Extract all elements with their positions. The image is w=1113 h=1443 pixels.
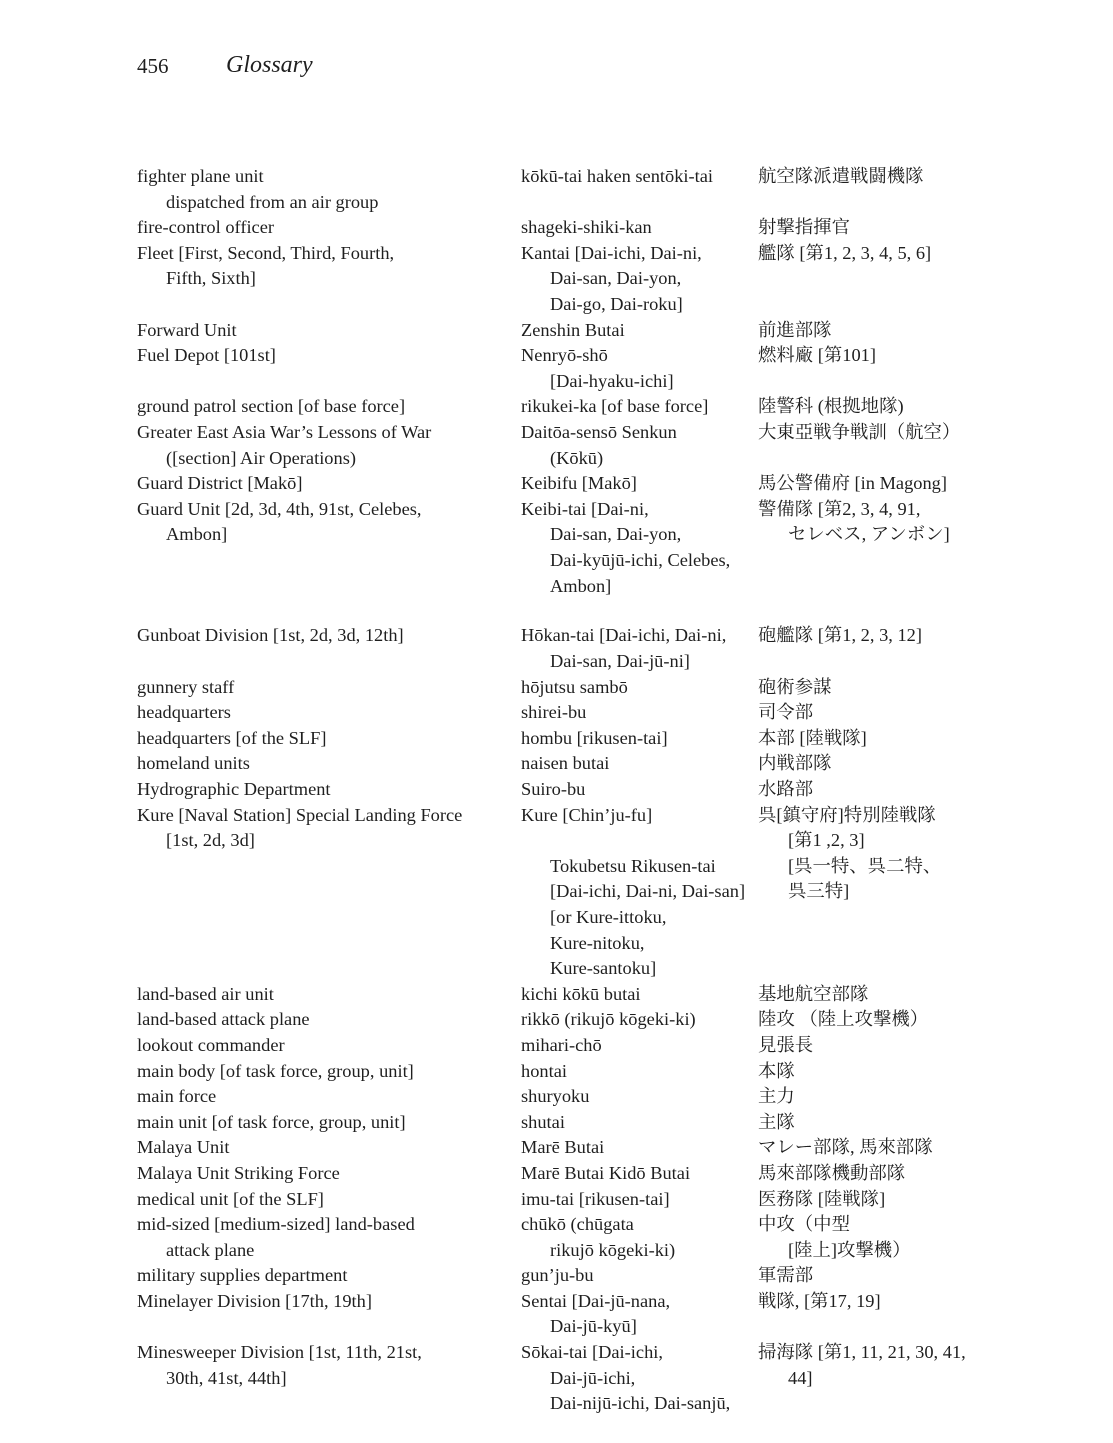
english-term-line: Hydrographic Department xyxy=(137,778,331,799)
glossary-entry xyxy=(137,1135,987,1161)
japanese-term-line: 見張長 xyxy=(758,1034,814,1055)
japanese-term-line: 艦隊 [第1, 2, 3, 4, 5, 6] xyxy=(758,242,932,263)
english-term xyxy=(137,215,507,241)
japanese-term-line: 射撃指揮官 xyxy=(758,217,850,238)
romanized-term-line: Keibi-tai [Dai-ni, xyxy=(521,498,649,519)
english-term xyxy=(137,1289,507,1315)
japanese-term-line: 陸攻 （陸上攻撃機） xyxy=(758,1009,929,1030)
romanized-term-line: Kantai [Dai-ichi, Dai-ni, xyxy=(521,242,702,263)
english-term xyxy=(137,241,507,292)
romanized-term xyxy=(521,1161,757,1187)
glossary-entry xyxy=(137,982,987,1008)
japanese-term xyxy=(758,1059,987,1085)
glossary-entry xyxy=(137,318,987,344)
english-term-line: gunnery staff xyxy=(137,676,235,697)
japanese-term-line: 馬公警備府 [in Magong] xyxy=(758,473,947,494)
romanized-term-line: chūkō (chūgata xyxy=(521,1214,634,1235)
japanese-term-line: 前進部隊 xyxy=(758,319,832,340)
japanese-term-line: [第1 ,2, 3] xyxy=(788,830,865,851)
romanized-term-line: imu-tai [rikusen-tai] xyxy=(521,1188,670,1209)
english-term xyxy=(137,1033,507,1059)
japanese-term-line: 掃海隊 [第1, 11, 21, 30, 41, xyxy=(758,1342,966,1363)
japanese-term xyxy=(758,1110,987,1136)
english-term xyxy=(137,1007,507,1033)
japanese-term-line: 内戦部隊 xyxy=(758,753,832,774)
japanese-term-line: 医務隊 [陸戦隊] xyxy=(758,1188,886,1209)
romanized-term-line: Dai-san, Dai-jū-ni] xyxy=(550,651,690,672)
romanized-term xyxy=(521,982,757,1008)
japanese-term-line: 本部 [陸戦隊] xyxy=(758,727,867,748)
romanized-term-line: Sentai [Dai-jū-nana, xyxy=(521,1290,671,1311)
romanized-term-line: Daitōa-sensō Senkun xyxy=(521,421,677,442)
japanese-term xyxy=(758,1187,987,1213)
glossary-entry xyxy=(137,777,987,803)
romanized-term xyxy=(521,1263,757,1289)
romanized-term xyxy=(521,751,757,777)
romanized-term-line: Zenshin Butai xyxy=(521,319,625,340)
romanized-term-line: Hōkan-tai [Dai-ichi, Dai-ni, xyxy=(521,625,727,646)
english-term xyxy=(137,982,507,1008)
english-term-line: medical unit [of the SLF] xyxy=(137,1188,324,1209)
romanized-term-line: Kure-santoku] xyxy=(550,958,657,979)
english-term-line: Malaya Unit xyxy=(137,1137,230,1158)
english-term-line: fire-control officer xyxy=(137,217,275,238)
glossary-table xyxy=(137,164,987,1417)
japanese-term xyxy=(758,164,987,190)
romanized-term xyxy=(521,497,757,599)
english-term xyxy=(137,343,507,369)
english-term xyxy=(137,394,507,420)
english-term xyxy=(137,1110,507,1136)
romanized-term-line: Ambon] xyxy=(550,575,612,596)
romanized-term xyxy=(521,803,757,982)
japanese-term-line: 44] xyxy=(788,1367,813,1388)
japanese-term xyxy=(758,318,987,344)
japanese-term xyxy=(758,343,987,369)
japanese-term xyxy=(758,241,987,267)
glossary-entry xyxy=(137,803,987,982)
english-term-line: Guard District [Makō] xyxy=(137,473,303,494)
japanese-term-line: 呉[鎮守府]特別陸戦隊 xyxy=(758,804,936,825)
romanized-term xyxy=(521,675,757,701)
english-term-line: Greater East Asia War’s Lessons of War xyxy=(137,421,432,442)
japanese-term xyxy=(758,420,987,446)
glossary-entry xyxy=(137,1033,987,1059)
japanese-term xyxy=(758,1212,987,1263)
romanized-term-line: Kure-nitoku, xyxy=(550,932,645,953)
english-term-line: dispatched from an air group xyxy=(166,191,379,212)
romanized-term-line: Dai-go, Dai-roku] xyxy=(550,293,683,314)
page-number: 456 xyxy=(137,54,169,78)
japanese-term xyxy=(758,471,987,497)
romanized-term-line: Dai-kyūjū-ichi, Celebes, xyxy=(550,549,731,570)
romanized-term xyxy=(521,1187,757,1213)
japanese-term xyxy=(758,497,987,548)
glossary-entry xyxy=(137,1084,987,1110)
glossary-entry xyxy=(137,1263,987,1289)
english-term-line: homeland units xyxy=(137,753,250,774)
english-term-line: fighter plane unit xyxy=(137,166,264,186)
english-term xyxy=(137,726,507,752)
glossary-entry xyxy=(137,1161,987,1187)
glossary-entry xyxy=(137,700,987,726)
glossary-entry xyxy=(137,623,987,674)
english-term xyxy=(137,420,507,471)
romanized-term-line: mihari-chō xyxy=(521,1034,602,1055)
english-term-line: attack plane xyxy=(166,1239,255,1260)
romanized-term xyxy=(521,726,757,752)
english-term-line: Fleet [First, Second, Third, Fourth, xyxy=(137,242,395,263)
japanese-term-line: 主隊 xyxy=(758,1111,795,1132)
romanized-term xyxy=(521,1033,757,1059)
english-term-line: military supplies department xyxy=(137,1265,348,1286)
english-term-line: Forward Unit xyxy=(137,319,237,340)
romanized-term-line: shuryoku xyxy=(521,1086,590,1107)
english-term-line: headquarters xyxy=(137,702,231,723)
english-term-line: Minesweeper Division [1st, 11th, 21st, xyxy=(137,1342,422,1363)
glossary-entry xyxy=(137,394,987,420)
japanese-term xyxy=(758,1289,987,1315)
english-term xyxy=(137,1059,507,1085)
romanized-term-line: Dai-san, Dai-yon, xyxy=(550,268,682,289)
romanized-term xyxy=(521,1084,757,1110)
romanized-term-line: [Dai-hyaku-ichi] xyxy=(550,370,674,391)
romanized-term-line: shirei-bu xyxy=(521,702,587,723)
romanized-term-line: Dai-jū-kyū] xyxy=(550,1316,637,1337)
romanized-term-line: hombu [rikusen-tai] xyxy=(521,727,668,748)
romanized-term xyxy=(521,215,757,241)
romanized-term-line xyxy=(521,828,757,854)
english-term xyxy=(137,751,507,777)
glossary-entry xyxy=(137,1187,987,1213)
romanized-term-line: hontai xyxy=(521,1060,567,1081)
japanese-term-line: 陸警科 (根拠地隊) xyxy=(758,396,904,417)
romanized-term-line: Tokubetsu Rikusen-tai xyxy=(550,855,716,876)
romanized-term xyxy=(521,1212,757,1263)
japanese-term-line: マレー部隊, 馬來部隊 xyxy=(758,1137,933,1158)
japanese-term-line: 警備隊 [第2, 3, 4, 91, xyxy=(758,498,921,519)
japanese-term xyxy=(758,675,987,701)
japanese-term-line: 呉三特] xyxy=(788,881,850,902)
japanese-term-line: 司令部 xyxy=(758,702,814,723)
glossary-entry xyxy=(137,1212,987,1263)
romanized-term-line: Suiro-bu xyxy=(521,778,586,799)
glossary-entry xyxy=(137,675,987,701)
english-term-line: land-based air unit xyxy=(137,983,274,1004)
glossary-entry xyxy=(137,726,987,752)
romanized-term-line: Dai-jū-ichi, xyxy=(550,1367,636,1388)
english-term xyxy=(137,777,507,803)
japanese-term-line: 軍需部 xyxy=(758,1265,814,1286)
japanese-term-line: 航空隊派遣戦闘機隊 xyxy=(758,166,924,186)
japanese-term-line: [呉一特、呉二特、 xyxy=(788,855,942,876)
english-term xyxy=(137,318,507,344)
japanese-term xyxy=(758,777,987,803)
romanized-term-line: shutai xyxy=(521,1111,565,1132)
japanese-term xyxy=(758,394,987,420)
japanese-term-line: 水路部 xyxy=(758,778,814,799)
glossary-entry xyxy=(137,1059,987,1085)
romanized-term xyxy=(521,777,757,803)
japanese-term xyxy=(758,751,987,777)
english-term-line: ([section] Air Operations) xyxy=(166,447,356,468)
glossary-entry xyxy=(137,343,987,394)
glossary-entry xyxy=(137,751,987,777)
romanized-term-line: Sōkai-tai [Dai-ichi, xyxy=(521,1342,663,1363)
romanized-term xyxy=(521,1289,757,1340)
english-term xyxy=(137,675,507,701)
english-term xyxy=(137,1212,507,1263)
romanized-term-line: [Dai-ichi, Dai-ni, Dai-san] xyxy=(550,881,746,902)
japanese-term xyxy=(758,982,987,1008)
romanized-term-line: gun’ju-bu xyxy=(521,1265,594,1286)
romanized-term-line: Dai-san, Dai-yon, xyxy=(550,524,682,545)
romanized-term-line: Keibifu [Makō] xyxy=(521,473,637,494)
english-term-line: ground patrol section [of base force] xyxy=(137,396,406,417)
english-term xyxy=(137,803,507,854)
english-term xyxy=(137,623,507,649)
glossary-entry xyxy=(137,1340,987,1417)
english-term-line: main force xyxy=(137,1086,217,1107)
english-term xyxy=(137,1263,507,1289)
english-term-line: Gunboat Division [1st, 2d, 3d, 12th] xyxy=(137,625,404,646)
japanese-term-line: 砲術参謀 xyxy=(758,676,832,697)
glossary-entry xyxy=(137,471,987,497)
glossary-entry xyxy=(137,215,987,241)
japanese-term xyxy=(758,1033,987,1059)
romanized-term xyxy=(521,1059,757,1085)
romanized-term-line: Nenryō-shō xyxy=(521,345,608,366)
romanized-term-line: Dai-nijū-ichi, Dai-sanjū, xyxy=(550,1393,731,1414)
japanese-term-line: 基地航空部隊 xyxy=(758,983,869,1004)
japanese-term-line: 燃料廠 [第101] xyxy=(758,345,876,366)
english-term-line: Fuel Depot [101st] xyxy=(137,345,276,366)
glossary-entry xyxy=(137,497,987,599)
romanized-term xyxy=(521,471,757,497)
romanized-term-line: rikkō (rikujō kōgeki-ki) xyxy=(521,1009,696,1030)
glossary-entry xyxy=(137,420,987,471)
romanized-term xyxy=(521,1110,757,1136)
japanese-term-line: 本隊 xyxy=(758,1060,795,1081)
english-term-line: Guard Unit [2d, 3d, 4th, 91st, Celebes, xyxy=(137,498,422,519)
romanized-term xyxy=(521,394,757,420)
glossary-entry xyxy=(137,1007,987,1033)
english-term-line: headquarters [of the SLF] xyxy=(137,727,327,748)
japanese-term xyxy=(758,623,987,649)
romanized-term-line: (Kōkū) xyxy=(550,447,604,468)
english-term-line: [1st, 2d, 3d] xyxy=(166,830,255,851)
romanized-term-line: hōjutsu sambō xyxy=(521,676,628,697)
english-term-line: 30th, 41st, 44th] xyxy=(166,1367,287,1388)
romanized-term xyxy=(521,1007,757,1033)
english-term xyxy=(137,1084,507,1110)
japanese-term-line: 中攻（中型 xyxy=(758,1214,850,1235)
romanized-term-line: Marē Butai Kidō Butai xyxy=(521,1162,691,1183)
japanese-term xyxy=(758,1084,987,1110)
romanized-term-line: Marē Butai xyxy=(521,1137,605,1158)
japanese-term-line: [陸上]攻撃機） xyxy=(788,1239,911,1260)
romanized-term xyxy=(521,164,757,190)
japanese-term xyxy=(758,215,987,241)
english-term-line: Fifth, Sixth] xyxy=(166,268,256,289)
japanese-term xyxy=(758,726,987,752)
japanese-term-line: セレベス, アンボン] xyxy=(788,524,950,545)
japanese-term xyxy=(758,1340,987,1391)
romanized-term xyxy=(521,318,757,344)
english-term xyxy=(137,497,507,548)
english-term-line: Kure [Naval Station] Special Landing Force xyxy=(137,804,463,825)
romanized-term-line: shageki-shiki-kan xyxy=(521,217,652,238)
english-term-line: Minelayer Division [17th, 19th] xyxy=(137,1290,372,1311)
romanized-term xyxy=(521,1340,757,1417)
running-title: Glossary xyxy=(226,52,313,78)
english-term xyxy=(137,164,507,215)
japanese-term xyxy=(758,1161,987,1187)
glossary-entry xyxy=(137,164,987,215)
romanized-term-line: kichi kōkū butai xyxy=(521,983,641,1004)
english-term xyxy=(137,1161,507,1187)
english-term xyxy=(137,471,507,497)
romanized-term-line: [or Kure-ittoku, xyxy=(550,906,667,927)
english-term xyxy=(137,1340,507,1391)
glossary-entry xyxy=(137,1289,987,1340)
english-term-line: land-based attack plane xyxy=(137,1009,310,1030)
romanized-term-line: Kure [Chin’ju-fu] xyxy=(521,804,653,825)
romanized-term-line: rikukei-ka [of base force] xyxy=(521,396,709,417)
japanese-term-line: 大東亞戦争戦訓（航空） xyxy=(758,421,961,442)
japanese-term-line: 砲艦隊 [第1, 2, 3, 12] xyxy=(758,625,922,646)
english-term xyxy=(137,1187,507,1213)
english-term-line: main body [of task force, group, unit] xyxy=(137,1060,414,1081)
english-term-line: Malaya Unit Striking Force xyxy=(137,1162,340,1183)
english-term xyxy=(137,1135,507,1161)
english-term-line: lookout commander xyxy=(137,1034,285,1055)
romanized-term-line: rikujō kōgeki-ki) xyxy=(550,1239,676,1260)
romanized-term xyxy=(521,1135,757,1161)
japanese-term-line: 戦隊, [第17, 19] xyxy=(758,1290,881,1311)
glossary-entry xyxy=(137,241,987,318)
glossary-entry xyxy=(137,1110,987,1136)
english-term xyxy=(137,700,507,726)
romanized-term xyxy=(521,241,757,318)
romanized-term-line: kōkū-tai haken sentōki-tai xyxy=(521,166,714,186)
romanized-term xyxy=(521,343,757,394)
romanized-term-line: naisen butai xyxy=(521,753,610,774)
japanese-term xyxy=(758,1263,987,1289)
romanized-term xyxy=(521,700,757,726)
japanese-term xyxy=(758,1135,987,1161)
japanese-term-line: 馬來部隊機動部隊 xyxy=(758,1162,906,1183)
romanized-term xyxy=(521,420,757,471)
japanese-term-line: 主力 xyxy=(758,1086,795,1107)
english-term-line: mid-sized [medium-sized] land-based xyxy=(137,1214,415,1235)
japanese-term xyxy=(758,803,987,905)
romanized-term xyxy=(521,623,757,674)
japanese-term xyxy=(758,1007,987,1033)
japanese-term xyxy=(758,700,987,726)
english-term-line: main unit [of task force, group, unit] xyxy=(137,1111,406,1132)
english-term-line: Ambon] xyxy=(166,524,228,545)
